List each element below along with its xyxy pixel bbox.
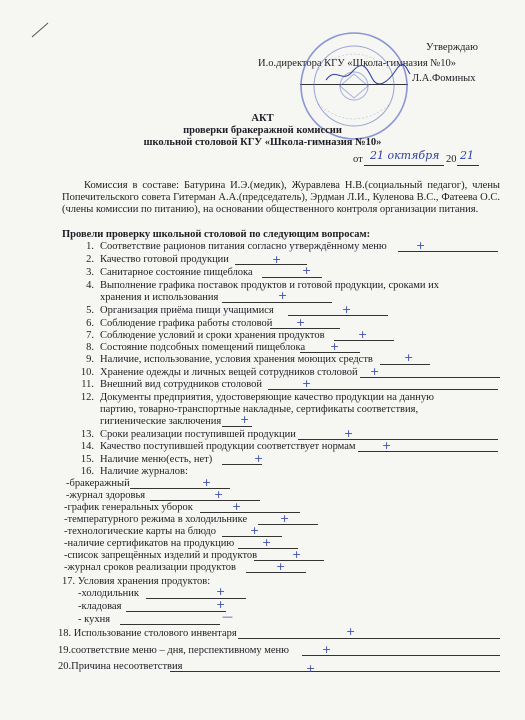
answer-line [235,264,307,265]
approve-label: Утверждаю [426,42,478,53]
answer-line [358,451,498,452]
check-mark: + [302,377,312,390]
item-number: 10. [80,367,94,378]
list-item [74,441,356,452]
check-mark: + [346,625,356,638]
item-number: 4. [86,280,94,291]
item-text: Соблюдение графика работы столовой [100,318,273,329]
storage-item: - кухня [78,614,111,625]
check-mark: + [330,340,340,353]
list-item [74,254,229,265]
date-year-suffix: 21 [460,149,474,162]
check-mark: + [292,548,302,561]
list-item [74,429,296,440]
list-item [74,241,387,252]
list-item [74,367,358,378]
answer-line [360,377,500,378]
item-20: 20.Причина несоответствия [58,661,183,672]
check-mark: + [342,303,352,316]
pen-scribble [30,20,52,40]
answer-line [398,251,498,252]
check-mark: + [240,413,250,426]
item-number: 12. [80,392,94,403]
act-subtitle: проверки бракеражной комиссии [183,125,342,136]
item-number: 16. [80,466,94,477]
check-mark: + [214,488,224,501]
list-item [74,466,188,477]
answer-line [270,328,340,329]
director-name: Л.А.Фоминых [412,73,476,84]
item-text: Соответствие рационов питания согласно утверждённому меню [100,241,387,252]
storage-heading: 17. Условия хранения продуктов: [62,576,211,587]
item-text-continued: гигиенические заключения [100,416,222,427]
item-text: Наличие, использование, условия хранения моющих средств [100,354,373,365]
check-mark: + [276,560,286,573]
answer-line [380,364,430,365]
list-item [74,267,253,278]
check-mark: + [322,643,332,656]
check-mark: + [216,598,226,611]
list-item [74,342,305,353]
answer-line [222,426,252,427]
list-item [74,280,439,291]
list-item [74,379,262,390]
year-line [457,165,479,166]
item-text: Качество готовой продукции [100,254,229,265]
item-text-continued: партию, товарно-транспортные накладные, сертификаты соответствия, [100,404,419,415]
item-text: Сроки реализации поступившей продукции [100,429,296,440]
list-item [74,392,434,403]
item-number: 14. [80,441,94,452]
check-mark: + [358,328,368,341]
journal-item: -температурного режима в холодильнике [64,514,248,525]
intro-paragraph: Комиссия в составе: Батурина И.Э.(медик), Журавлева Н.В.(социальный педагог), члены Попечительского совета Гитерман А.А.(председатель), Эрдман Л.И., Куленова В.С., Фатеева О.С. (члены комиссии по питанию), на основании общественного контроля организации питания. [62,180,500,215]
list-item [74,454,212,465]
item-text: Организация приёма пищи учащимися [100,305,274,316]
storage-item: -кладовая [78,601,122,612]
answer-line [170,671,500,672]
item-19: 19.соответствие меню – дня, перспективному меню [58,645,289,656]
journal-item: -журнал здоровья [66,490,146,501]
check-mark: + [296,316,306,329]
answer-line [126,611,226,612]
answer-line [262,277,322,278]
journal-item: -бракеражный [66,478,130,489]
check-mark: + [272,253,282,266]
check-mark: + [306,662,316,675]
dash-mark: — [222,610,233,623]
checklist-heading: Провели проверку школьной столовой по следующим вопросам: [62,229,371,240]
item-text: Выполнение графика поставок продуктов и готовой продукции, сроками их [100,280,440,291]
journal-item: -график генеральных уборок [64,502,193,513]
check-mark: + [280,512,290,525]
answer-line [222,302,332,303]
item-18: 18. Использование столового инвентаря [58,628,237,639]
answer-line [302,655,500,656]
signature-scribble [322,62,412,88]
act-title: АКТ [251,113,274,124]
date-prefix: от [353,154,363,165]
check-mark: + [404,351,414,364]
answer-line [298,439,498,440]
check-mark: + [254,452,264,465]
check-mark: + [344,427,354,440]
list-item [74,305,274,316]
item-text: Санитарное состояние пищеблока [100,267,253,278]
date-year-prefix: 20 [446,154,457,165]
item-text: Качество поступившей продукции соответствует нормам [100,441,356,452]
journal-item: -технологические карты на блюдо [64,526,216,537]
answer-line [146,598,246,599]
item-text-continued: хранения и использования [100,292,219,303]
check-mark: + [250,524,260,537]
answer-line [120,624,220,625]
list-item [74,330,325,341]
item-number: 7. [86,330,94,341]
act-subtitle-school: школьной столовой КГУ «Школа-гимназия №10» [143,137,382,148]
answer-line [150,500,260,501]
date-line [364,165,444,166]
item-number: 11. [81,379,94,390]
item-text: Состояние подсобных помещений пищеблока [100,342,306,353]
storage-item: -холодильник [78,588,139,599]
check-mark: + [232,500,242,513]
item-number: 15. [80,454,94,465]
item-number: 9. [86,354,94,365]
check-mark: + [382,439,392,452]
item-number: 1. [86,241,94,252]
item-number: 5. [86,305,94,316]
item-text: Внешний вид сотрудников столовой [100,379,263,390]
journal-item: -список запрещённых изделий и продуктов [64,550,258,561]
answer-line [254,560,324,561]
item-number: 6. [86,318,94,329]
journal-item: -наличие сертификатов на продукцию [64,538,235,549]
list-item [74,354,373,365]
item-text: Наличие журналов: [100,466,188,477]
check-mark: + [278,289,288,302]
check-mark: + [262,536,272,549]
answer-line [238,638,500,639]
item-number: 8. [86,342,94,353]
check-mark: + [302,264,312,277]
item-text: Наличие меню(есть, нет) [100,454,213,465]
check-mark: + [370,365,380,378]
item-number: 3. [86,267,94,278]
check-mark: + [216,585,226,598]
item-text: Хранение одежды и личных вещей сотрудников столовой [100,367,358,378]
date-day-month: 21 октября [370,149,440,162]
journal-item: -журнал сроков реализации продуктов [64,562,237,573]
list-item [74,318,272,329]
item-number: 13. [80,429,94,440]
item-text: Документы предприятия, удостоверяющие качество продукции на данную [100,392,434,403]
item-number: 2. [86,254,94,265]
director-title: И.о.директора КГУ «Школа-гимназия №10» [258,58,457,69]
item-text: Соблюдение условий и сроки хранения продуктов [100,330,325,341]
check-mark: + [416,239,426,252]
check-mark: + [202,476,212,489]
